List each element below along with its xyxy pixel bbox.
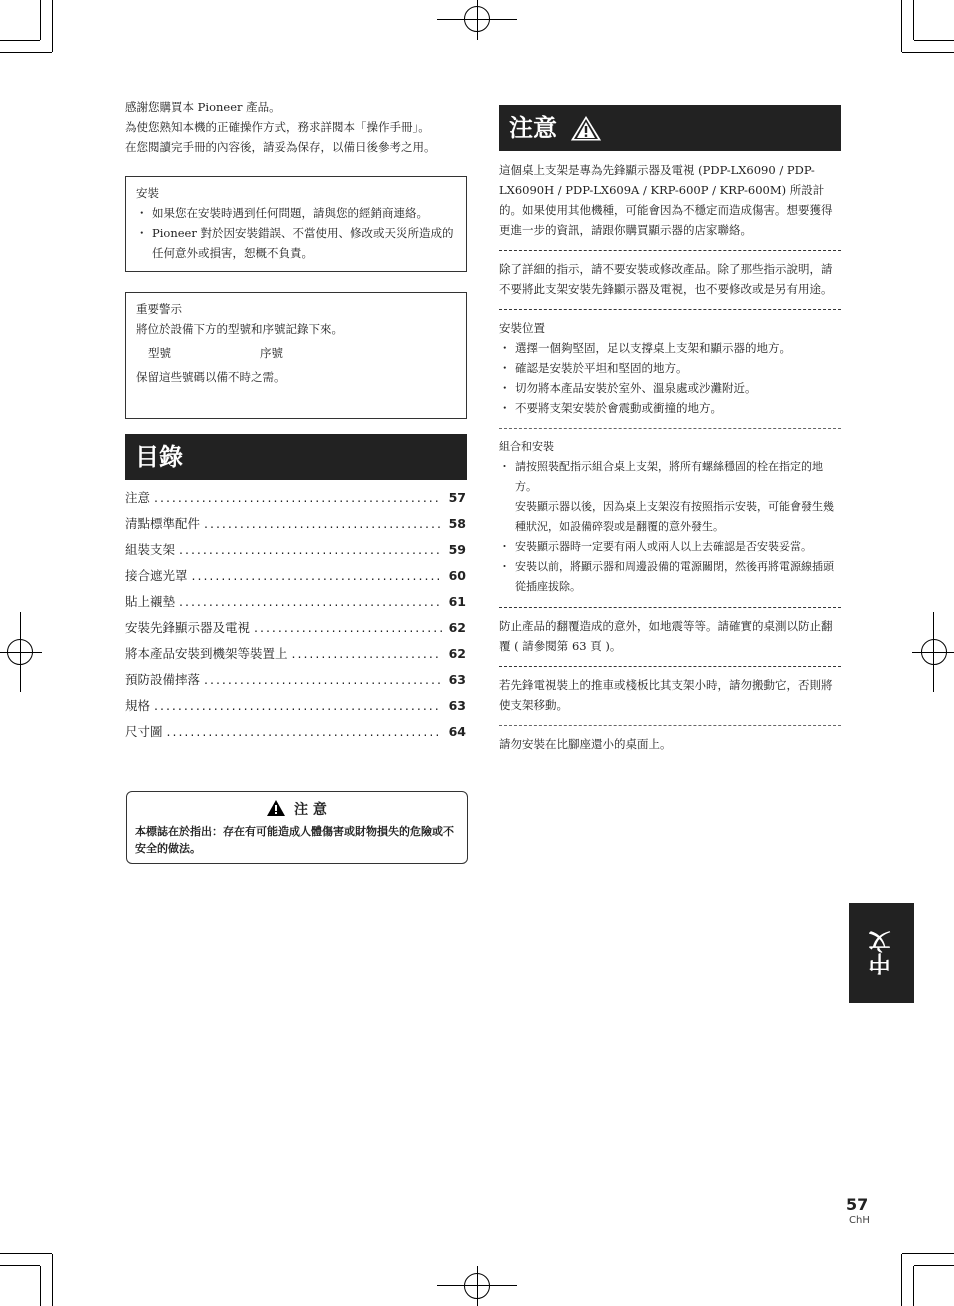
toc-item-label: 規格 [125, 698, 151, 713]
toc-item-page: 60 [448, 568, 466, 583]
caution-paragraph: 這個桌上支架是專為先鋒顯示器及電視 (PDP-LX6090 / PDP-LX6090H / PDP-LX609A / KRP-600P / KRP-600M) 所設計的。如果使用其他機種，可能會因為不穩定而造成傷害。想要獲得更進一步的資訊，請跟你購買顯示器的店家聯絡。 [499, 163, 833, 237]
page-code: ChH [849, 1215, 870, 1226]
install-box [125, 176, 467, 272]
toc-leader [192, 568, 442, 583]
language-tab-label: 中文 [869, 931, 894, 975]
toc-item-label: 接合遮光罩 [125, 568, 188, 583]
notice-line: 將位於設備下方的型號和序號記錄下來。 [136, 322, 343, 336]
toc-item-page: 59 [448, 542, 466, 557]
intro-text [125, 97, 470, 157]
install-box-title: 安裝 [136, 186, 159, 200]
toc-item[interactable] [125, 696, 466, 722]
toc-title: 目錄 [135, 443, 183, 471]
toc-item-page: 63 [448, 672, 466, 687]
toc-leader [167, 724, 442, 739]
toc-item[interactable] [125, 514, 466, 540]
toc-item-page: 62 [448, 620, 466, 635]
page-number: 57 [846, 1195, 869, 1214]
toc-item-label: 預防設備摔落 [125, 672, 201, 687]
caution-paragraph: 防止產品的翻覆造成的意外，如地震等等。請確實的桌測以防止翻覆 ( 請參閱第 63 頁 )。 [499, 619, 833, 653]
caution-box-title: 注 意 [294, 802, 327, 818]
toc-item-label: 尺寸圖 [125, 724, 163, 739]
intro-line: 為使您熟知本機的正確操作方式，務求詳閱本「操作手冊」。 [125, 120, 430, 134]
toc-header [125, 434, 467, 480]
toc-leader [292, 646, 442, 661]
location-item: ・ 確認是安裝於平坦和堅固的地方。 [499, 358, 841, 378]
notice-line: 保留這些號碼以備不時之需。 [136, 370, 286, 384]
assembly-note: 安裝顯示器以後，因為桌上支架沒有按照指示安裝，可能會發生幾種狀況，如設備碎裂或是翻覆的意外發生。 [515, 500, 834, 533]
assembly-title: 組合和安裝 [499, 440, 554, 453]
toc-item-label: 注意 [125, 490, 151, 505]
toc-item-page: 64 [448, 724, 466, 739]
toc-item-page: 58 [448, 516, 466, 531]
toc-item-page: 61 [448, 594, 466, 609]
toc-leader [204, 516, 442, 531]
toc-leader [179, 594, 442, 609]
divider [499, 250, 841, 251]
caution-box-text: 本標誌在於指出：存在有可能造成人體傷害或財物損失的危險或不安全的做法。 [135, 825, 454, 855]
toc-item[interactable] [125, 670, 466, 696]
intro-line: 感謝您購買本 Pioneer 產品。 [125, 100, 281, 114]
location-item: ・ 切勿將本產品安裝於室外、溫泉處或沙灘附近。 [499, 378, 841, 398]
caution-content [499, 160, 841, 754]
divider [499, 428, 841, 429]
assembly-item: ・ 安裝以前，將顯示器和周邊設備的電源關閉，然後再將電源線插頭從插座拔除。 [499, 557, 841, 597]
notice-box [125, 292, 467, 419]
install-box-item: ・ Pioneer 對於因安裝錯誤、不當使用、修改或天災所造成的任何意外或損害，恕概不負責。 [136, 223, 456, 263]
toc-leader [204, 672, 442, 687]
language-tab [849, 903, 914, 1003]
toc-item[interactable] [125, 644, 466, 670]
toc-list [125, 488, 466, 748]
toc-item-page: 57 [448, 490, 466, 505]
toc-leader [179, 542, 442, 557]
toc-item-label: 組裝支架 [125, 542, 176, 557]
model-label: 型號 [148, 346, 171, 360]
divider [499, 725, 841, 726]
toc-item-label: 安裝先鋒顯示器及電視 [125, 620, 251, 635]
caution-paragraph: 請勿安裝在比腳座還小的桌面上。 [499, 737, 672, 751]
toc-item[interactable] [125, 488, 466, 514]
notice-box-title: 重要警示 [136, 302, 182, 316]
warning-triangle-icon [267, 800, 285, 816]
intro-line: 在您閱讀完手冊的內容後，請妥為保存，以備日後參考之用。 [125, 140, 436, 154]
toc-leader [254, 620, 442, 635]
caution-box [126, 791, 468, 864]
toc-item-page: 62 [448, 646, 466, 661]
assembly-item: ・ 請按照裝配指示組合桌上支架，將所有螺絲穩固的栓在指定的地方。 [499, 457, 841, 497]
toc-item-label: 清點標準配件 [125, 516, 201, 531]
divider [499, 607, 841, 608]
toc-item-label: 貼上襯墊 [125, 594, 176, 609]
toc-item[interactable] [125, 618, 466, 644]
location-item: ・ 不要將支架安裝於會震動或衝撞的地方。 [499, 398, 841, 418]
toc-leader [154, 698, 442, 713]
warning-triangle-icon [568, 113, 604, 143]
caution-paragraph: 若先鋒電視裝上的推車或棧板比其支架小時，請勿搬動它，否則將使支架移動。 [499, 678, 833, 712]
toc-item[interactable] [125, 540, 466, 566]
toc-item-page: 63 [448, 698, 466, 713]
caution-paragraph: 除了詳細的指示，請不要安裝或修改產品。除了那些指示說明，請不要將此支架安裝先鋒顯示器及電視，也不要修改或是另有用途。 [499, 262, 833, 296]
caution-title: 注意 [509, 114, 557, 142]
install-box-item: ・ 如果您在安裝時遇到任何問題，請與您的經銷商連絡。 [136, 203, 456, 223]
toc-item[interactable] [125, 566, 466, 592]
location-title: 安裝位置 [499, 321, 545, 335]
toc-leader [154, 490, 442, 505]
assembly-item: ・ 安裝顯示器時一定要有兩人或兩人以上去確認是否安裝妥當。 [499, 537, 841, 557]
toc-item-label: 將本產品安裝到機架等裝置上 [125, 646, 288, 661]
caution-header [499, 105, 841, 151]
location-item: ・ 選擇一個夠堅固，足以支撐桌上支架和顯示器的地方。 [499, 338, 841, 358]
divider [499, 309, 841, 310]
serial-label: 序號 [260, 346, 283, 360]
toc-item[interactable] [125, 722, 466, 748]
toc-item[interactable] [125, 592, 466, 618]
divider [499, 666, 841, 667]
